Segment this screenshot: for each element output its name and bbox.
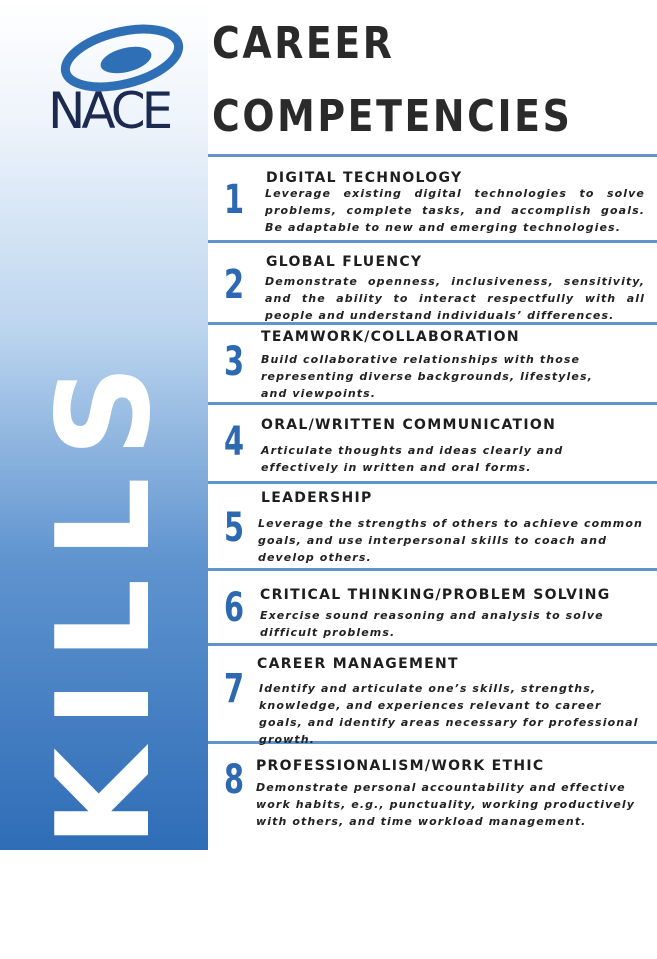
competency-description: Leverage the strengths of others to achieve common goals, and use interpersonal skills to coach and develop others.: [258, 517, 643, 564]
competency-description: Articulate thoughts and ideas clearly and effectively in written and oral forms.: [261, 444, 564, 474]
page-title-line1: CAREER: [212, 18, 395, 69]
competency-title: TEAMWORK/COLLABORATION: [261, 329, 520, 345]
competency-description: Build collaborative relationships with those representing diverse backgrounds, lifestyles, and viewpoints.: [261, 353, 593, 400]
competency-number: 4: [223, 419, 245, 465]
section-divider: [208, 402, 657, 405]
competency-number: 5: [223, 505, 245, 551]
competency-description: Demonstrate personal accountability and effective work habits, e.g., punctuality, working productively with others, and time workload management.: [256, 781, 636, 828]
competency-description: Demonstrate openness, inclusiveness, sensitivity, and the ability to interact respectfully with all people and understand individuals’ differences.: [265, 275, 645, 322]
competency-number: 6: [223, 585, 245, 631]
competency-number: 3: [223, 339, 245, 385]
competency-title: CRITICAL THINKING/PROBLEM SOLVING: [260, 587, 611, 603]
competency-title: DIGITAL TECHNOLOGY: [266, 170, 463, 186]
section-divider: [208, 240, 657, 243]
competency-title: PROFESSIONALISM/WORK ETHIC: [256, 758, 545, 774]
sidebar-gradient-panel: [0, 0, 208, 959]
nace-logo-text: NACE: [48, 82, 170, 140]
skills-vertical-label: SKILLS: [30, 344, 179, 959]
competency-title: CAREER MANAGEMENT: [257, 656, 459, 672]
section-divider: [208, 643, 657, 646]
section-divider: [208, 481, 657, 484]
competency-number: 2: [223, 262, 245, 308]
competency-description: Exercise sound reasoning and analysis to solve difficult problems.: [260, 609, 604, 639]
competency-title: ORAL/WRITTEN COMMUNICATION: [261, 417, 557, 433]
section-divider: [208, 154, 657, 157]
competency-title: LEADERSHIP: [261, 490, 373, 506]
competency-number: 1: [223, 177, 245, 223]
competency-description: Identify and articulate one’s skills, strengths, knowledge, and experiences relevant to career goals, and identify areas necessary for professional growth.: [259, 682, 639, 746]
competency-number: 8: [223, 757, 245, 803]
section-divider: [208, 568, 657, 571]
competency-number: 7: [223, 666, 245, 712]
competency-description: Leverage existing digital technologies to solve problems, complete tasks, and accomplish goals. Be adaptable to new and emerging technologies.: [265, 187, 645, 234]
page-title-line2: COMPETENCIES: [212, 91, 573, 142]
competency-title: GLOBAL FLUENCY: [266, 254, 423, 270]
